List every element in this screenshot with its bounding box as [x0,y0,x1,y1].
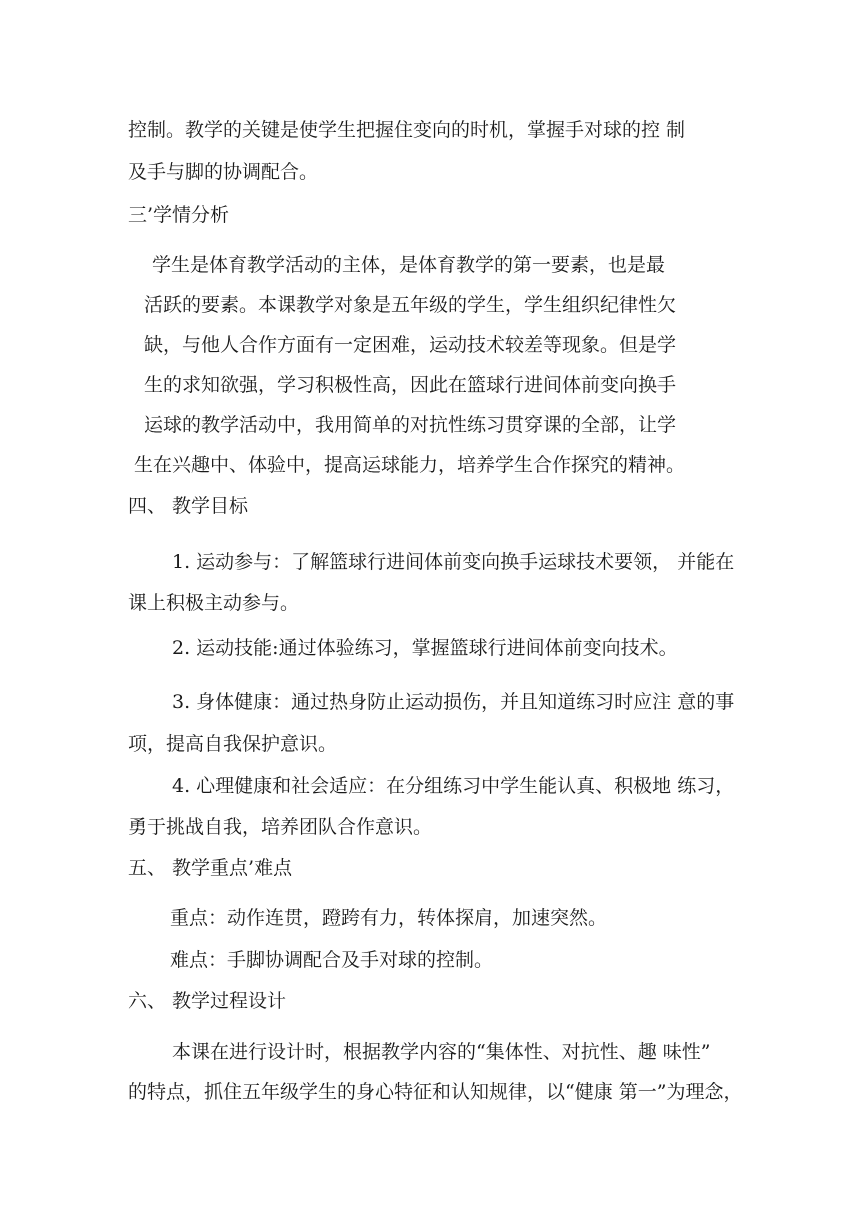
section-heading: 三’学情分析 [128,204,230,226]
objective-item-line: 项，提高自我保护意识。 [128,733,338,755]
objective-item-line: 4. 心理健康和社会适应：在分组练习中学生能认真、积极地 练习， [172,775,735,797]
objective-item-line: 2. 运动技能:通过体验练习，掌握篮球行进间体前变向技术。 [172,637,678,659]
difficulty-line: 难点：手脚协调配合及手对球的控制。 [170,949,494,971]
objective-item-line: 1. 运动参与：了解篮球行进间体前变向换手运球技术要领， 并能在 [172,551,735,573]
paragraph-line: 及手与脚的协调配合。 [128,161,319,183]
key-point-line: 重点：动作连贯，蹬跨有力，转体探肩，加速突然。 [170,907,608,929]
paragraph-line: 缺，与他人合作方面有一定困难，运动技术较差等现象。但是学 [144,334,677,356]
paragraph-line: 本课在进行设计时，根据教学内容的“集体性、对抗性、趣 味性” [172,1041,711,1063]
paragraph-line: 运球的教学活动中，我用简单的对抗性练习贯穿课的全部，让学 [144,414,677,436]
section-heading: 四、 教学目标 [128,495,249,517]
paragraph-line: 生的求知欲强，学习积极性高，因此在篮球行进间体前变向换手 [144,374,677,396]
section-heading: 六、 教学过程设计 [128,990,287,1012]
objective-item-line: 课上积极主动参与。 [128,592,300,614]
paragraph-line: 学生是体育教学活动的主体，是体育教学的第一要素，也是最 [152,254,666,276]
objective-item-line: 勇于挑战自我，培养团队合作意识。 [128,816,433,838]
objective-item-line: 3. 身体健康：通过热身防止运动损伤，并且知道练习时应注 意的事 [172,691,735,713]
paragraph-line: 生在兴趣中、体验中，提高运球能力，培养学生合作探究的精神。 [134,454,686,476]
paragraph-line: 的特点，抓住五年级学生的身心特征和认知规律，以“健康 第一”为理念， [128,1081,743,1103]
paragraph-line: 活跃的要素。本课教学对象是五年级的学生，学生组织纪律性欠 [144,294,677,316]
section-heading: 五、 教学重点’难点 [128,857,293,879]
paragraph-line: 控制。教学的关键是使学生把握住变向的时机，掌握手对球的控 制 [128,119,686,141]
